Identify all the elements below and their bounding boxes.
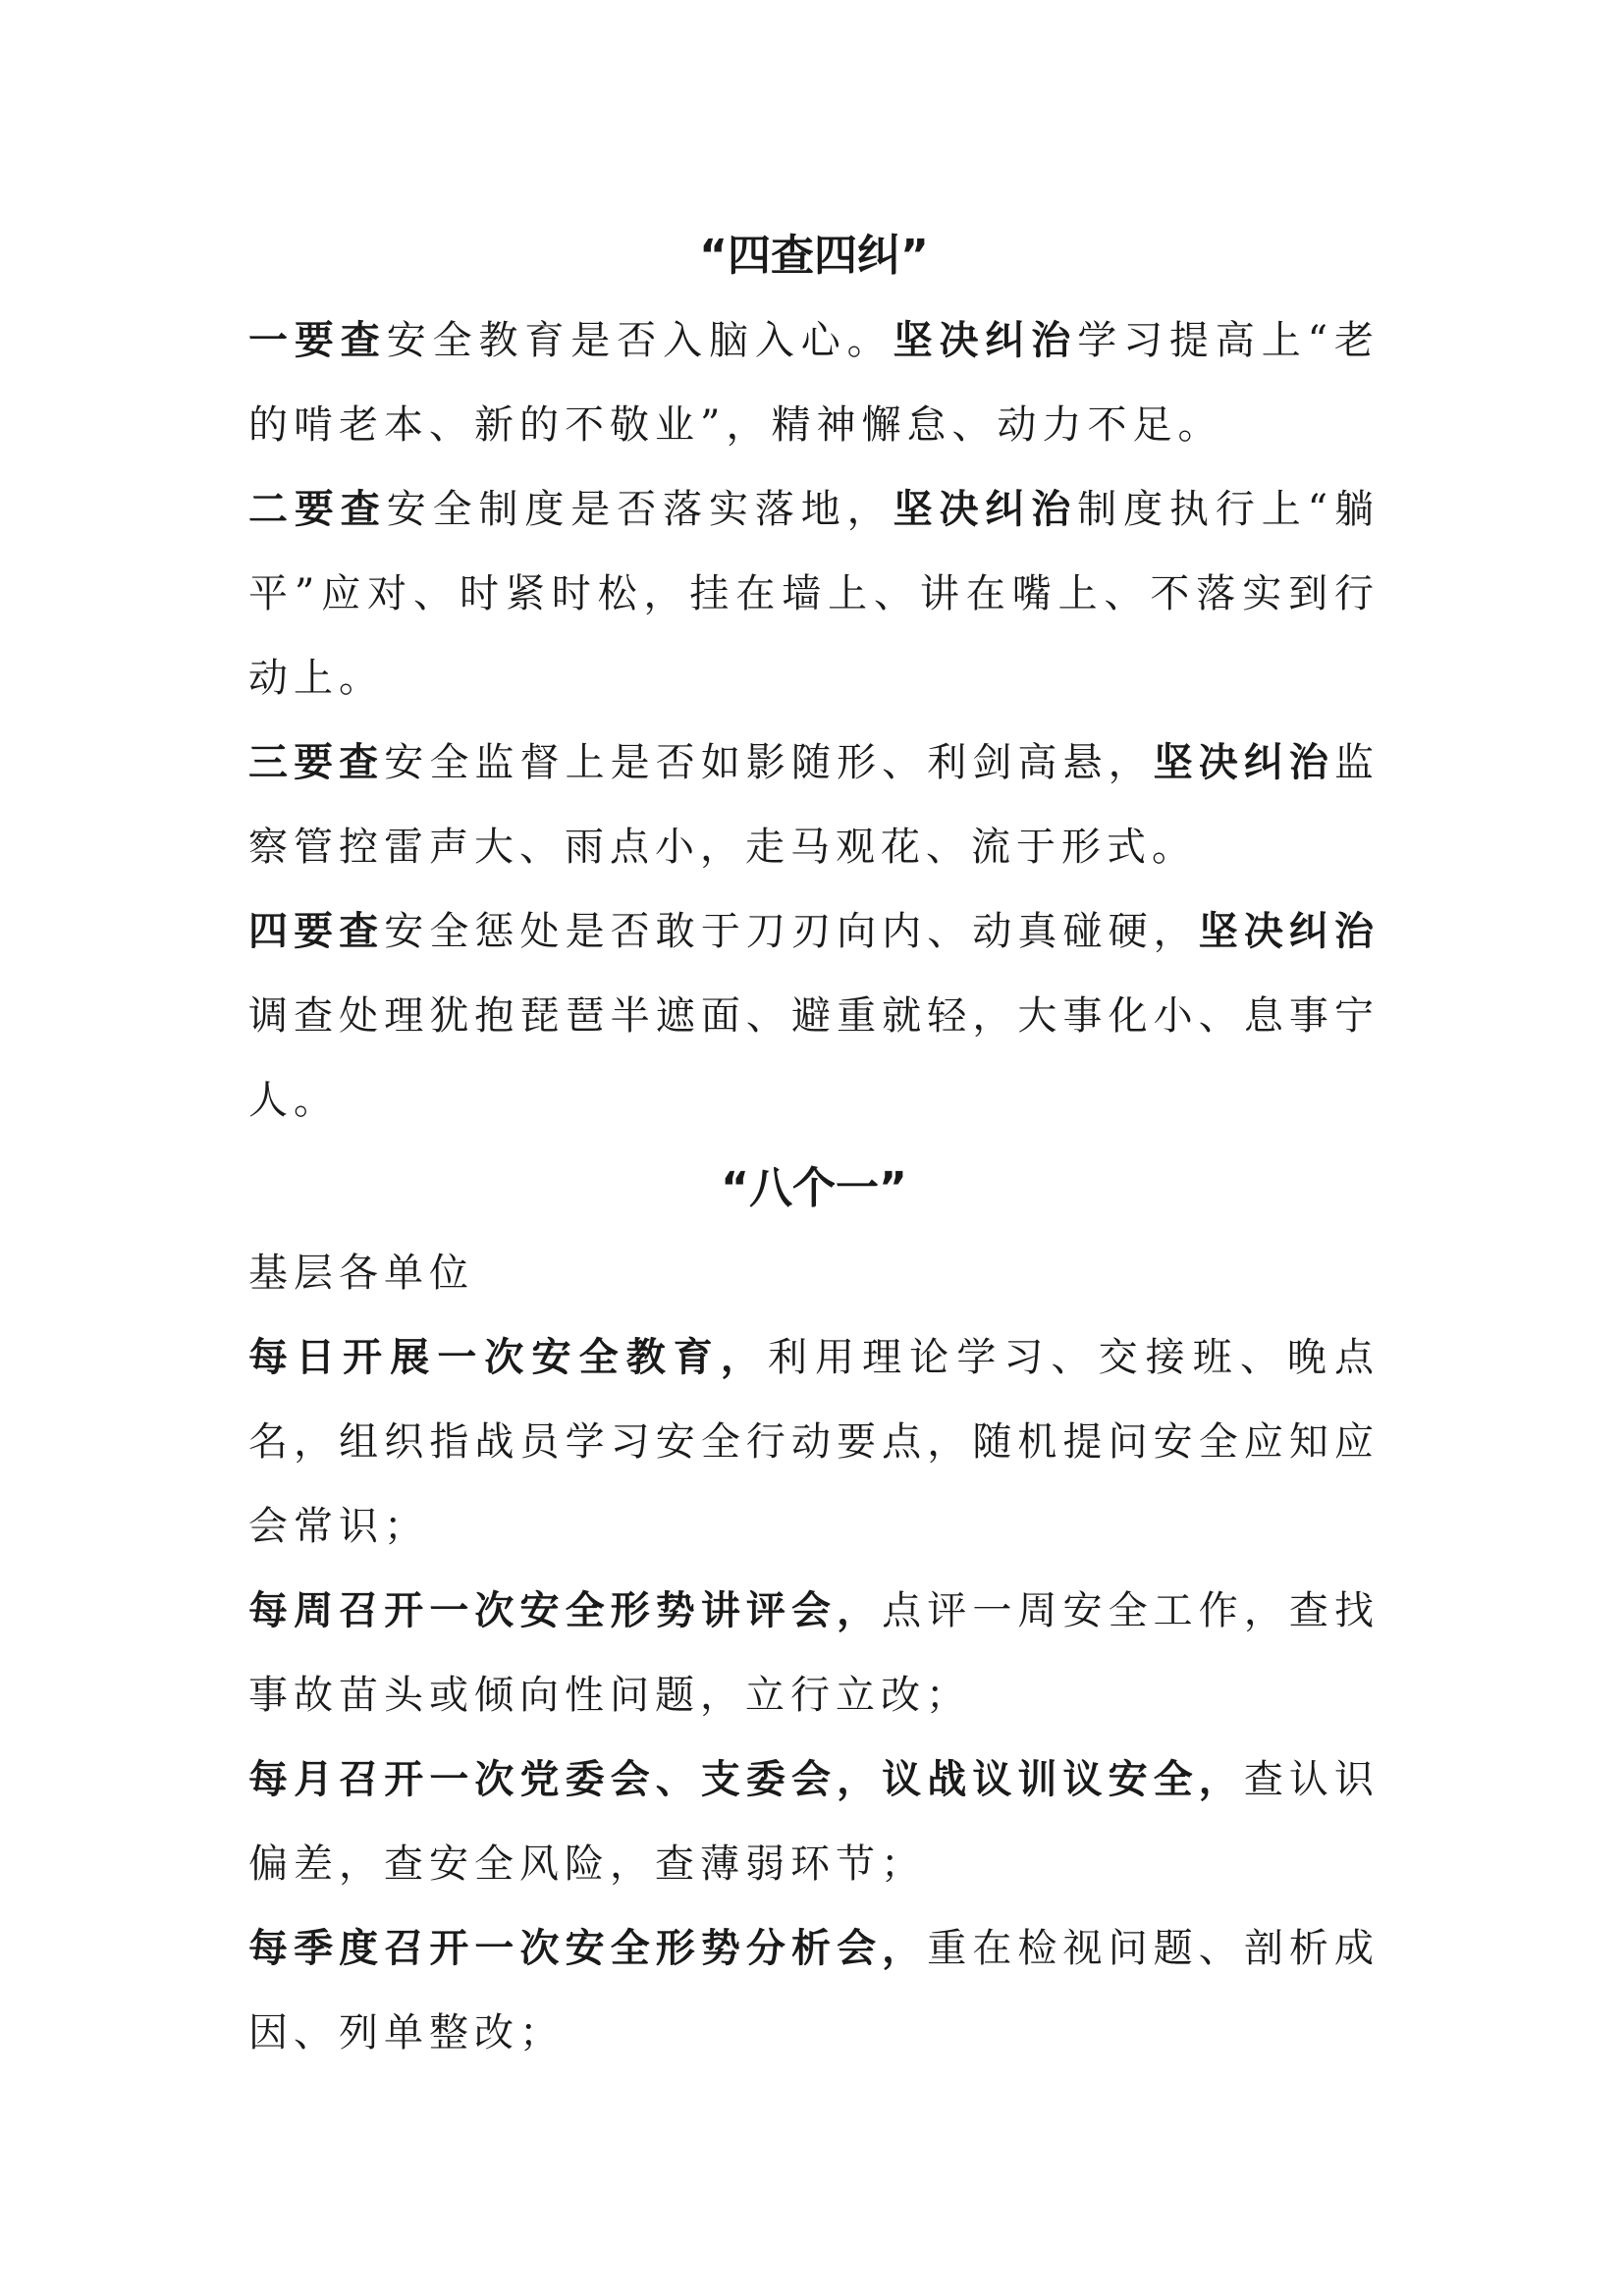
check-item-1 bbox=[248, 298, 1380, 467]
check-item-3 bbox=[248, 721, 1380, 889]
action-text: 监察管控雷声大、雨点小，走马观花、流于形式。 bbox=[248, 740, 1380, 870]
check-text: 安全制度是否落实落地， bbox=[386, 487, 893, 532]
rule-lead: 每月召开一次党委会、支委会，议战议训议安全， bbox=[248, 1757, 1244, 1802]
action-lead: 坚决纠治 bbox=[1153, 740, 1335, 785]
check-text: 安全监督上是否如影随形、利剑高悬， bbox=[384, 740, 1154, 785]
rule-text: 点评一周安全工作，查找事故苗头或倾向性问题，立行立改； bbox=[248, 1588, 1380, 1718]
rule-lead: 每季度召开一次安全形势分析会， bbox=[248, 1926, 928, 1971]
intro-line: 基层各单位 bbox=[248, 1251, 474, 1296]
action-lead: 坚决纠治 bbox=[1198, 909, 1380, 954]
rule-text: 重在检视问题、剖析成因、列单整改； bbox=[248, 1926, 1380, 2056]
rule-text: 利用理论学习、交接班、晚点名，组织指战员学习安全行动要点，随机提问安全应知应会常识； bbox=[248, 1335, 1380, 1549]
action-text: 学习提高上“老的啃老本、新的不敬业”，精神懈怠、动力不足。 bbox=[248, 318, 1380, 448]
rule-item-2 bbox=[248, 1569, 1380, 1737]
action-lead: 坚决纠治 bbox=[893, 318, 1078, 363]
action-text: 制度执行上“躺平”应对、时紧时松，挂在墙上、讲在嘴上、不落实到行动上。 bbox=[248, 487, 1380, 701]
check-item-2 bbox=[248, 467, 1380, 721]
action-lead: 坚决纠治 bbox=[893, 487, 1078, 532]
rule-text: 查认识偏差，查安全风险，查薄弱环节； bbox=[248, 1757, 1380, 1887]
action-text: 调查处理犹抱琵琶半遮面、避重就轻，大事化小、息事宁人。 bbox=[248, 993, 1380, 1123]
rule-item-3 bbox=[248, 1737, 1380, 1906]
rule-item-4 bbox=[248, 1906, 1380, 2075]
rule-lead: 每日开展一次安全教育， bbox=[248, 1335, 768, 1380]
rule-lead: 每周召开一次安全形势讲评会， bbox=[248, 1588, 883, 1633]
check-item-4 bbox=[248, 889, 1380, 1143]
check-lead: 四要查 bbox=[248, 909, 385, 954]
section-title-eight-ones: “八个一” bbox=[721, 1163, 907, 1213]
rule-item-1 bbox=[248, 1315, 1380, 1569]
check-lead: 一要查 bbox=[248, 318, 387, 363]
check-lead: 三要查 bbox=[248, 740, 385, 785]
check-text: 安全教育是否入脑入心。 bbox=[386, 318, 893, 363]
document-page bbox=[248, 214, 1380, 2075]
check-lead: 二要查 bbox=[248, 487, 387, 532]
check-text: 安全惩处是否敢于刀刃向内、动真碰硬， bbox=[384, 909, 1199, 954]
section-title-four-checks: “四查四纠” bbox=[699, 231, 929, 281]
